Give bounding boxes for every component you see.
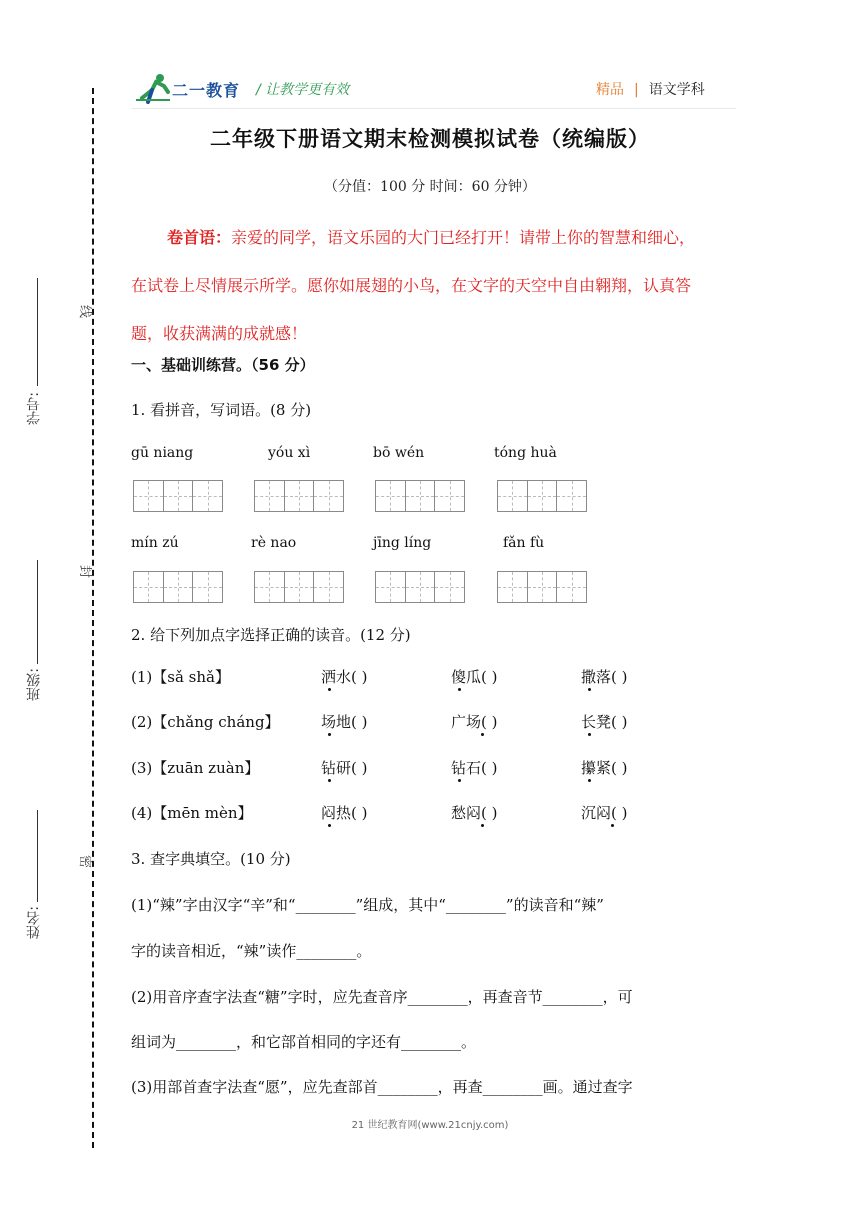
- writing-grid[interactable]: [254, 571, 344, 603]
- q2-item[interactable]: [451, 666, 498, 687]
- pinyin-5: mín zú: [131, 535, 179, 551]
- writing-grid[interactable]: [497, 571, 587, 603]
- q2-row-label: (1)【sǎ shǎ】: [131, 668, 230, 686]
- subject-tag: 语文学科: [648, 82, 705, 98]
- q3-part2-line1: (2)用音序查字法查“糖”字时，应先查音序________，再查音节________，可: [131, 988, 633, 1006]
- dotted-char: 攥: [581, 759, 597, 777]
- student-id-label: 学号:: [26, 392, 42, 425]
- header-divider: [132, 108, 736, 109]
- intro-head: 卷首语：: [167, 228, 232, 247]
- intro-paragraph: [131, 214, 741, 358]
- dotted-char: 钻: [451, 759, 467, 777]
- name-blank: [37, 810, 38, 902]
- intro-line-3: 题，收获满满的成就感！: [131, 324, 308, 343]
- page-footer: 21 世纪教育网(www.21cnjy.com): [351, 1120, 509, 1131]
- q2-item-rest: 石( ): [466, 759, 498, 777]
- q2-item-rest: 瓜( ): [466, 668, 498, 686]
- dotted-char: 闷( ): [596, 804, 628, 822]
- q2-row-label: (2)【chǎng cháng】: [131, 713, 280, 731]
- binding-dashed-line: [92, 88, 94, 1148]
- writing-grid[interactable]: [497, 480, 587, 512]
- binding-mark-secret: 密: [77, 854, 93, 869]
- writing-grid[interactable]: [133, 480, 223, 512]
- q2-item[interactable]: [451, 757, 498, 778]
- dotted-char: 傻: [451, 668, 467, 686]
- dotted-char: 场( ): [466, 713, 498, 731]
- q2-item-rest: 地( ): [336, 713, 368, 731]
- q2-item[interactable]: [321, 802, 368, 823]
- q3-part1-line2: 字的读音相近，“辣”读作________。: [131, 942, 372, 960]
- q3-part2-line2: 组词为________，和它部首相同的字还有________。: [131, 1033, 477, 1051]
- q2-item[interactable]: [321, 666, 368, 687]
- pinyin-2: yóu xì: [268, 445, 311, 461]
- dotted-char: 长: [581, 713, 597, 731]
- dotted-char: 闷( ): [466, 804, 498, 822]
- binding-mark-line: 线: [77, 304, 93, 319]
- section-1-heading: 一、基础训练营。（56 分）: [131, 356, 315, 374]
- slogan: / 让教学更有效: [256, 82, 350, 98]
- q2-item-rest: 研( ): [336, 759, 368, 777]
- intro-line-1: 亲爱的同学，语文乐园的大门已经打开！请带上你的智慧和细心，: [231, 228, 696, 247]
- class-label: 班级:: [26, 668, 42, 701]
- writing-grid[interactable]: [375, 480, 465, 512]
- dotted-char: 场: [321, 713, 337, 731]
- dotted-char: 闷: [321, 804, 337, 822]
- q2-item-rest: 热( ): [336, 804, 368, 822]
- q2-item-rest: 落( ): [596, 668, 628, 686]
- q2-item-first: 广: [451, 713, 467, 731]
- writing-grid[interactable]: [375, 571, 465, 603]
- writing-grid[interactable]: [254, 480, 344, 512]
- q2-item[interactable]: [581, 757, 628, 778]
- q2-item-first: 沉: [581, 804, 597, 822]
- writing-grid[interactable]: [133, 571, 223, 603]
- pinyin-4: tóng huà: [494, 445, 557, 461]
- q2-item[interactable]: [581, 711, 628, 732]
- q2-row-label: (3)【zuān zuàn】: [131, 759, 260, 777]
- quality-tag: 精品: [596, 82, 624, 98]
- score-time: （分值：100 分 时间：60 分钟）: [324, 179, 536, 195]
- dotted-char: 洒: [321, 668, 337, 686]
- name-label: 姓名:: [26, 906, 42, 939]
- pinyin-3: bō wén: [373, 445, 425, 461]
- q2-item[interactable]: [581, 666, 628, 687]
- header-tags: [596, 79, 705, 99]
- q2-item[interactable]: [451, 711, 498, 732]
- dotted-char: 撒: [581, 668, 597, 686]
- q2-row-label: (4)【mēn mèn】: [131, 804, 253, 822]
- q3-title: 3. 查字典填空。(10 分): [131, 850, 291, 868]
- class-blank: [37, 560, 38, 664]
- q2-item[interactable]: [451, 802, 498, 823]
- pinyin-8: fǎn fù: [503, 535, 545, 551]
- q3-part1-line1: (1)“辣”字由汉字“辛”和“________”组成，其中“________”的读音和“辣”: [131, 896, 604, 914]
- q2-item-rest: 凳( ): [596, 713, 628, 731]
- intro-line-2: 在试卷上尽情展示所学。愿你如展翅的小鸟，在文字的天空中自由翱翔，认真答: [131, 276, 692, 295]
- pinyin-1: gū niang: [131, 445, 194, 461]
- q2-item[interactable]: [321, 711, 368, 732]
- q1-title: 1. 看拼音，写词语。(8 分): [131, 401, 312, 419]
- header-separator: |: [634, 82, 639, 98]
- q2-item[interactable]: [321, 757, 368, 778]
- pinyin-7: jīng líng: [373, 535, 432, 551]
- q2-item-rest: 紧( ): [596, 759, 628, 777]
- q2-item-rest: 水( ): [336, 668, 368, 686]
- q2-title: 2. 给下列加点字选择正确的读音。(12 分): [131, 626, 411, 644]
- binding-mark-seal: 封: [77, 564, 93, 579]
- q2-item[interactable]: [581, 802, 628, 823]
- pinyin-6: rè nao: [251, 535, 297, 551]
- q2-item-first: 愁: [451, 804, 467, 822]
- student-id-blank: [37, 278, 38, 386]
- dotted-char: 钻: [321, 759, 337, 777]
- page-title: 二年级下册语文期末检测模拟试卷（统编版）: [210, 127, 650, 151]
- logo-text: 二一教育: [172, 81, 241, 100]
- q3-part3-line1: (3)用部首查字法查“愿”，应先查部首________，再查________画。通过查字: [131, 1078, 633, 1096]
